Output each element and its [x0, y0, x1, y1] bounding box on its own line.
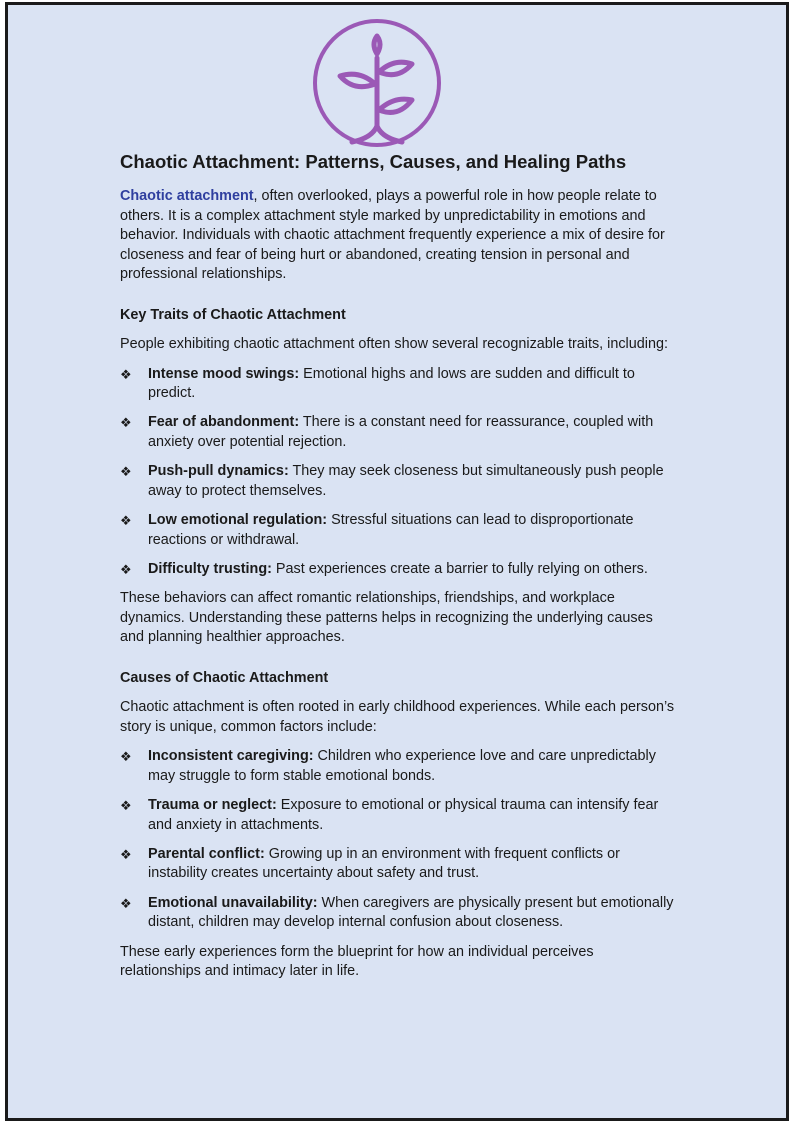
- item-text: Past experiences create a barrier to fully relying on others.: [271, 560, 648, 577]
- item-text: Stressful situations can lead to disproportionate reactions or withdrawal.: [148, 511, 634, 548]
- bullet-icon: ❖: [120, 749, 132, 765]
- page-title: Chaotic Attachment: Patterns, Causes, and Healing Paths: [120, 151, 627, 172]
- bullet-icon: ❖: [120, 798, 132, 814]
- item-text: They may seek closeness but simultaneously push people away to protect themselves.: [148, 463, 664, 499]
- intro-lead: Chaotic attachment: [120, 188, 254, 204]
- document-page: [5, 2, 789, 1121]
- article: [120, 149, 676, 982]
- causes-heading: Causes of Chaotic Attachment: [120, 670, 329, 687]
- list-item: [120, 511, 676, 550]
- item-label: Push-pull dynamics:: [148, 463, 289, 480]
- list-item: [120, 796, 676, 835]
- bullet-icon: ❖: [120, 512, 132, 528]
- item-text: Growing up in an environment with frequent conflicts or instability creates uncertainty about safety and trust.: [148, 845, 620, 882]
- item-label: Trauma or neglect:: [148, 797, 277, 814]
- traits-closing: These behaviors can affect romantic relationships, friendships, and workplace dynamics. Understanding these patterns helps in recognizing the underlying causes and planning healthier approaches.: [120, 590, 653, 646]
- item-text: Children who experience love and care unpredictably may struggle to form stable emotional bonds.: [148, 748, 656, 784]
- causes-list: [120, 747, 676, 933]
- list-item: [120, 747, 676, 786]
- item-text: There is a constant need for reassurance, coupled with anxiety over potential rejection.: [148, 414, 654, 450]
- intro-text: , often overlooked, plays a powerful role in how people relate to others. It is a complex attachment style marked by unpredictability in emotions and behavior. Individuals with chaotic attachment frequently experience a mix of desire for closeness and fear of being hurt or abandoned, creating tension in personal and professional relationships.: [120, 188, 665, 283]
- item-text: When caregivers are physically present but emotionally distant, children may develop internal confusion about closeness.: [148, 894, 674, 931]
- bullet-icon: ❖: [120, 415, 132, 431]
- bullet-icon: ❖: [120, 895, 132, 911]
- traits-heading: Key Traits of Chaotic Attachment: [120, 306, 346, 323]
- traits-list: [120, 365, 676, 580]
- bullet-icon: ❖: [120, 464, 132, 480]
- item-label: Parental conflict:: [148, 845, 265, 862]
- list-item: [120, 845, 676, 884]
- list-item: [120, 560, 676, 580]
- list-item: [120, 413, 676, 452]
- item-label: Low emotional regulation:: [148, 511, 328, 528]
- item-text: Emotional highs and lows are sudden and difficult to predict.: [148, 365, 635, 402]
- list-item: [120, 365, 676, 404]
- causes-closing: These early experiences form the blueprint for how an individual perceives relationships and intimacy later in life.: [120, 943, 594, 980]
- list-item: [120, 462, 676, 501]
- item-label: Fear of abandonment:: [148, 414, 300, 431]
- traits-intro: People exhibiting chaotic attachment often show several recognizable traits, including:: [120, 335, 668, 352]
- item-label: Difficulty trusting:: [148, 560, 272, 577]
- bullet-icon: ❖: [120, 561, 132, 577]
- item-text: Exposure to emotional or physical trauma can intensify fear and anxiety in attachments.: [148, 797, 659, 833]
- item-label: Intense mood swings:: [148, 365, 300, 382]
- list-item: [120, 894, 676, 933]
- intro-paragraph: [120, 187, 676, 285]
- item-label: Inconsistent caregiving:: [148, 748, 314, 765]
- plant-sprout-icon: [312, 18, 442, 148]
- causes-intro: Chaotic attachment is often rooted in early childhood experiences. While each person’s story is unique, common factors include:: [120, 699, 675, 735]
- bullet-icon: ❖: [120, 846, 132, 862]
- bullet-icon: ❖: [120, 366, 132, 382]
- item-label: Emotional unavailability:: [148, 894, 318, 911]
